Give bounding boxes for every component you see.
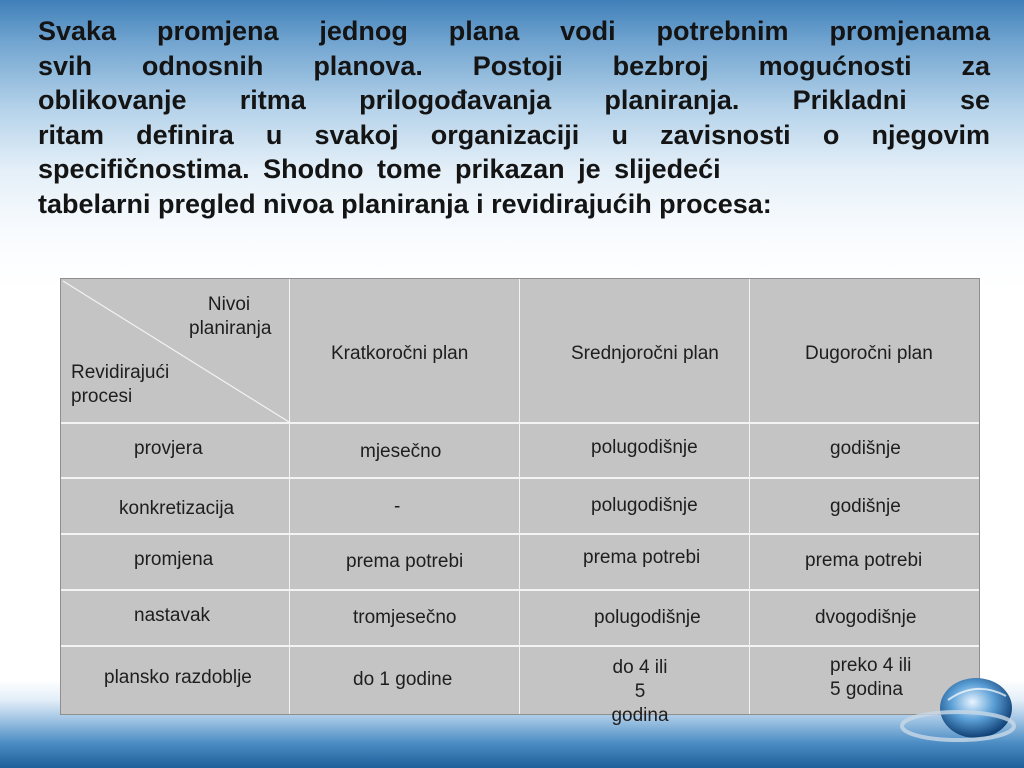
row-label: promjena [134, 549, 214, 570]
corner-label-top [189, 293, 272, 341]
intro-line: oblikovanje ritma prilogođavanja planiranja. Prikladni se [38, 85, 990, 115]
corner-top-line: planiranja [189, 318, 272, 339]
corner-bottom-line: Revidirajući [71, 362, 170, 383]
intro-line: specifičnostima. Shodno tome prikazan je slijedeći [38, 154, 721, 184]
column-divider [749, 279, 750, 714]
table-cell: do 1 godine [353, 669, 453, 690]
table-cell: mjesečno [360, 441, 442, 462]
table-cell: - [394, 496, 401, 517]
table-cell: prema potrebi [805, 550, 923, 571]
globe-logo-icon [898, 660, 1018, 750]
table-cell: polugodišnje [594, 607, 701, 628]
intro-line: svih odnosnih planova. Postoji bezbroj mogućnosti za [38, 50, 990, 81]
row-divider [61, 533, 979, 535]
table-cell: godišnje [830, 496, 901, 517]
row-label: plansko razdoblje [104, 667, 252, 688]
table-cell: dvogodišnje [815, 607, 917, 628]
row-label: provjera [134, 438, 203, 459]
table-cell: prema potrebi [583, 547, 701, 568]
row-divider [61, 645, 979, 647]
intro-line: Svaka promjena jednog plana vodi potrebnim promjenama [38, 16, 990, 46]
table-cell: preko 4 ili 5 godina [830, 655, 912, 700]
table-grid [61, 279, 979, 726]
header-long-term: Dugoročni plan [805, 343, 933, 364]
corner-label-bottom [71, 361, 169, 409]
row-label: nastavak [134, 605, 211, 626]
table-cell: polugodišnje [591, 495, 698, 516]
row-divider [61, 589, 979, 591]
table-cell: godišnje [830, 438, 901, 459]
row-label: konkretizacija [119, 498, 235, 519]
table-cell: tromjesečno [353, 607, 457, 628]
planning-table [60, 278, 980, 726]
corner-top-line: Nivoi [207, 294, 251, 315]
intro-line: tabelarni pregled nivoa planiranja i revidirajućih procesa: [38, 188, 772, 219]
header-short-term: Kratkoročni plan [331, 343, 469, 364]
table-cell: prema potrebi [346, 551, 464, 572]
row-divider [61, 477, 979, 479]
corner-bottom-line: procesi [71, 386, 133, 407]
column-divider [519, 279, 520, 714]
intro-line: ritam definira u svakoj organizaciji u zavisnosti o njegovim [38, 119, 990, 150]
header-mid-term: Srednjoročni plan [571, 343, 719, 364]
table-cell: do 4 ili 5 godina [611, 657, 669, 726]
row-divider [61, 422, 979, 424]
column-divider [289, 279, 290, 714]
table-cell: polugodišnje [591, 437, 698, 458]
intro-paragraph [38, 14, 990, 221]
